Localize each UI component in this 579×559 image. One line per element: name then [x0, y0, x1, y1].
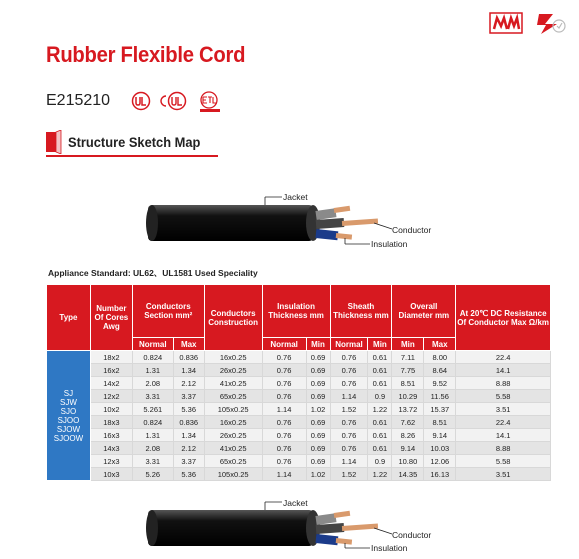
table-cell: 7.62 — [392, 416, 424, 429]
table-cell: 16x3 — [90, 429, 132, 442]
table-cell: 2.12 — [173, 377, 204, 390]
table-cell: 41x0.25 — [204, 377, 262, 390]
table-cell: 7.75 — [392, 364, 424, 377]
table-cell: 105x0.25 — [204, 468, 262, 481]
subheader-max: Max — [424, 338, 456, 351]
table-cell: 0.836 — [173, 416, 204, 429]
table-cell: 10.29 — [392, 390, 424, 403]
copper-conductor — [336, 233, 352, 240]
table-cell: 0.76 — [330, 416, 368, 429]
table-row — [47, 390, 551, 403]
brand-logo-icon — [489, 10, 523, 36]
table-cell: 0.824 — [132, 351, 173, 364]
table-cell: 7.11 — [392, 351, 424, 364]
table-cell: 22.4 — [456, 351, 551, 364]
table-cell: 14.35 — [392, 468, 424, 481]
table-cell: 0.76 — [262, 416, 306, 429]
table-cell: 0.76 — [262, 455, 306, 468]
table-cell: 0.61 — [368, 429, 392, 442]
table-row — [47, 416, 551, 429]
ul-file-number: E215210 — [46, 92, 111, 109]
copper-conductor — [336, 538, 352, 545]
table-cell: 14x2 — [90, 377, 132, 390]
subheader-normal: Normal — [330, 338, 368, 351]
table-cell: 5.26 — [132, 468, 173, 481]
table-cell: 0.76 — [262, 390, 306, 403]
section-underline — [46, 155, 218, 157]
table-cell: 5.58 — [456, 455, 551, 468]
table-cell: 1.31 — [132, 364, 173, 377]
table-cell: 0.61 — [368, 364, 392, 377]
table-row — [47, 351, 551, 364]
table-cell: 26x0.25 — [204, 429, 262, 442]
copper-conductor — [342, 523, 378, 530]
table-cell: 14.1 — [456, 364, 551, 377]
insulated-wire — [316, 523, 345, 534]
table-cell: 5.58 — [456, 390, 551, 403]
table-cell: 1.14 — [262, 468, 306, 481]
table-cell: 0.69 — [306, 442, 330, 455]
table-cell: 2.08 — [132, 377, 173, 390]
table-cell: 15.37 — [424, 403, 456, 416]
header-diameter: Overall Diameter mm — [392, 285, 456, 338]
table-cell: 1.14 — [330, 390, 368, 403]
cord-type: SJOO — [57, 415, 80, 425]
table-cell: 0.76 — [262, 377, 306, 390]
etl-intertek-icon — [194, 91, 226, 113]
table-cell: 16x0.25 — [204, 351, 262, 364]
table-cell: 41x0.25 — [204, 442, 262, 455]
conductor-label: Conductor — [392, 225, 432, 235]
table-cell: 10x2 — [90, 403, 132, 416]
table-row — [47, 455, 551, 468]
cul-listed-icon — [158, 91, 188, 111]
table-cell: 0.61 — [368, 416, 392, 429]
cord-type: SJOW — [56, 424, 80, 434]
table-cell: 65x0.25 — [204, 390, 262, 403]
table-cell: 3.37 — [173, 390, 204, 403]
cord-type: SJ — [63, 388, 74, 398]
specification-table — [46, 284, 551, 481]
jacket-label: Jacket — [283, 498, 308, 508]
table-row — [47, 377, 551, 390]
table-cell: 8.64 — [424, 364, 456, 377]
table-cell: 3.37 — [173, 455, 204, 468]
table-cell: 105x0.25 — [204, 403, 262, 416]
table-cell: 0.9 — [368, 390, 392, 403]
table-cell: 0.69 — [306, 377, 330, 390]
subheader-min: Min — [392, 338, 424, 351]
table-cell: 11.56 — [424, 390, 456, 403]
table-cell: 0.69 — [306, 351, 330, 364]
table-cell: 1.14 — [262, 403, 306, 416]
table-cell: 0.76 — [262, 364, 306, 377]
table-cell: 9.14 — [424, 429, 456, 442]
table-cell: 65x0.25 — [204, 455, 262, 468]
table-cell: 0.69 — [306, 390, 330, 403]
section-title: Structure Sketch Map — [68, 134, 201, 150]
table-cell: 0.76 — [330, 429, 368, 442]
header-section: Conductors Section mm² — [132, 285, 204, 338]
table-cell: 0.76 — [330, 442, 368, 455]
table-cell: 0.76 — [330, 377, 368, 390]
certification-marks — [130, 91, 226, 113]
table-cell: 5.36 — [173, 468, 204, 481]
header-sheath: Sheath Thickness mm — [330, 285, 392, 338]
table-cell: 8.26 — [392, 429, 424, 442]
subheader-min: Min — [368, 338, 392, 351]
header-resistance: At 20℃ DC Resistance Of Conductor Max Ω/km — [456, 285, 551, 351]
table-cell: 0.61 — [368, 351, 392, 364]
page-title: Rubber Flexible Cord — [46, 42, 246, 67]
table-cell: 18x2 — [90, 351, 132, 364]
table-row — [47, 429, 551, 442]
table-row — [47, 403, 551, 416]
type-cell — [47, 351, 91, 481]
jacket-label: Jacket — [283, 192, 308, 202]
table-cell: 0.69 — [306, 364, 330, 377]
insulation-label: Insulation — [371, 543, 408, 553]
table-cell: 1.52 — [330, 468, 368, 481]
table-cell: 1.22 — [368, 468, 392, 481]
table-cell: 0.76 — [262, 351, 306, 364]
cord-type: SJW — [60, 397, 77, 407]
cable-jacket — [148, 205, 313, 241]
insulated-wire — [315, 208, 336, 220]
copper-conductor — [342, 218, 378, 225]
table-cell: 0.76 — [262, 429, 306, 442]
table-cell: 3.51 — [456, 468, 551, 481]
insulated-wire — [315, 229, 338, 240]
lightning-logo-icon — [533, 10, 567, 36]
table-cell: 3.31 — [132, 390, 173, 403]
table-cell: 0.69 — [306, 429, 330, 442]
table-cell: 1.34 — [173, 429, 204, 442]
table-cell: 0.76 — [330, 351, 368, 364]
table-cell: 1.02 — [306, 403, 330, 416]
subheader-normal: Normal — [132, 338, 173, 351]
table-cell: 3.31 — [132, 455, 173, 468]
table-cell: 12.06 — [424, 455, 456, 468]
table-cell: 10.03 — [424, 442, 456, 455]
copper-conductor — [334, 511, 351, 518]
table-cell: 8.51 — [424, 416, 456, 429]
subheader-max: Max — [173, 338, 204, 351]
table-cell: 0.836 — [173, 351, 204, 364]
table-row — [47, 364, 551, 377]
header-logos — [489, 10, 567, 36]
subheader-normal: Normal — [262, 338, 306, 351]
table-cell: 1.02 — [306, 468, 330, 481]
table-cell: 16x2 — [90, 364, 132, 377]
table-cell: 1.34 — [173, 364, 204, 377]
table-cell: 16.13 — [424, 468, 456, 481]
table-cell: 12x3 — [90, 455, 132, 468]
table-cell: 12x2 — [90, 390, 132, 403]
header-construction: Conductors Construction — [204, 285, 262, 351]
insulated-wire — [316, 218, 345, 229]
table-cell: 1.31 — [132, 429, 173, 442]
table-cell: 5.36 — [173, 403, 204, 416]
table-cell: 13.72 — [392, 403, 424, 416]
table-cell: 8.88 — [456, 442, 551, 455]
copper-conductor — [334, 206, 351, 213]
cord-type: SJO — [60, 406, 77, 416]
table-cell: 9.14 — [392, 442, 424, 455]
table-cell: 10.80 — [392, 455, 424, 468]
table-cell: 8.51 — [392, 377, 424, 390]
insulated-wire — [315, 534, 338, 545]
table-cell: 3.51 — [456, 403, 551, 416]
table-cell: 10x3 — [90, 468, 132, 481]
table-cell: 0.69 — [306, 455, 330, 468]
ul-listed-icon — [130, 91, 152, 111]
table-cell: 26x0.25 — [204, 364, 262, 377]
header-type: Type — [47, 285, 91, 351]
table-cell: 9.52 — [424, 377, 456, 390]
table-cell: 1.52 — [330, 403, 368, 416]
cord-type: SJOOW — [53, 433, 84, 443]
table-cell: 0.76 — [330, 364, 368, 377]
table-cell: 8.00 — [424, 351, 456, 364]
table-row — [47, 442, 551, 455]
table-cell: 14.1 — [456, 429, 551, 442]
table-cell: 18x3 — [90, 416, 132, 429]
cable-jacket — [148, 510, 313, 546]
table-cell: 14x3 — [90, 442, 132, 455]
table-cell: 2.12 — [173, 442, 204, 455]
table-cell: 0.824 — [132, 416, 173, 429]
table-cell: 0.76 — [262, 442, 306, 455]
table-cell: 22.4 — [456, 416, 551, 429]
section-marker-icon — [46, 130, 62, 154]
insulation-label: Insulation — [371, 239, 408, 249]
section-header — [46, 130, 212, 154]
conductor-label: Conductor — [392, 530, 432, 540]
table-cell: 1.22 — [368, 403, 392, 416]
table-cell: 5.261 — [132, 403, 173, 416]
header-insulation: Insulation Thickness mm — [262, 285, 330, 338]
table-cell: 1.14 — [330, 455, 368, 468]
table-cell: 8.88 — [456, 377, 551, 390]
table-cell: 0.9 — [368, 455, 392, 468]
appliance-standard: Appliance Standard: UL62、UL1581 Used Speciality — [48, 268, 258, 278]
insulated-wire — [315, 513, 336, 525]
subheader-min: Min — [306, 338, 330, 351]
table-row — [47, 468, 551, 481]
table-cell: 16x0.25 — [204, 416, 262, 429]
table-cell: 0.69 — [306, 416, 330, 429]
header-cores: Number Of Cores Awg — [90, 285, 132, 351]
table-cell: 2.08 — [132, 442, 173, 455]
table-cell: 0.61 — [368, 377, 392, 390]
table-cell: 0.61 — [368, 442, 392, 455]
